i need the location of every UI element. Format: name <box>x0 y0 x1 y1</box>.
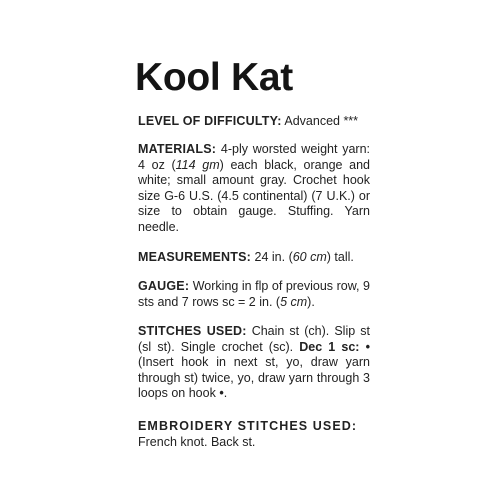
bullet-close-icon: • <box>219 386 224 401</box>
difficulty-value: Advanced *** <box>284 114 359 128</box>
measurements-section <box>138 250 370 266</box>
dec-label: Dec 1 sc: <box>299 339 360 354</box>
gauge-text-2: ). <box>307 294 315 309</box>
stitches-label: STITCHES USED: <box>138 324 247 338</box>
measurements-text-2: ) tall. <box>326 250 354 264</box>
pattern-title: Kool Kat <box>135 56 293 99</box>
gauge-label: GAUGE: <box>138 279 190 293</box>
embroidery-text: French knot. Back st. <box>138 434 256 449</box>
gauge-section <box>138 279 370 310</box>
stitches-section <box>138 324 370 402</box>
measurements-metric: 60 cm <box>292 250 327 264</box>
materials-label: MATERIALS: <box>138 142 217 156</box>
embroidery-section <box>138 419 370 450</box>
stitches-text-2: (Insert hook in next st, yo, draw yarn through st) twice, yo, draw yarn through 3 loops on hook <box>138 355 370 401</box>
materials-weight-metric: 114 gm <box>175 157 220 172</box>
difficulty-label: LEVEL OF DIFFICULTY: <box>138 114 282 128</box>
difficulty-section <box>138 114 370 130</box>
gauge-metric: 5 cm <box>280 294 308 309</box>
embroidery-label: EMBROIDERY STITCHES USED: <box>138 419 358 433</box>
bullet-open-icon: • <box>365 339 370 354</box>
gauge-text-1: Working in flp of previous row, 9 sts and 7 rows sc = 2 in. ( <box>138 279 370 309</box>
measurements-text-1: 24 in. ( <box>254 250 293 264</box>
materials-section <box>138 142 370 236</box>
materials-text-1: 4-ply worsted weight yarn: 4 oz ( <box>138 142 370 172</box>
materials-text-2: ) each black, orange and white; small amount gray. Crochet hook size G-6 U.S. (4.5 continental) (7 U.K.) or size to obtain gauge. Stuffing. Yarn needle. <box>138 157 371 234</box>
measurements-label: MEASUREMENTS: <box>138 250 252 264</box>
stitches-text-1: Chain st (ch). Slip st (sl st). Single crochet (sc). <box>138 324 370 354</box>
stitches-text-3: . <box>223 386 228 401</box>
